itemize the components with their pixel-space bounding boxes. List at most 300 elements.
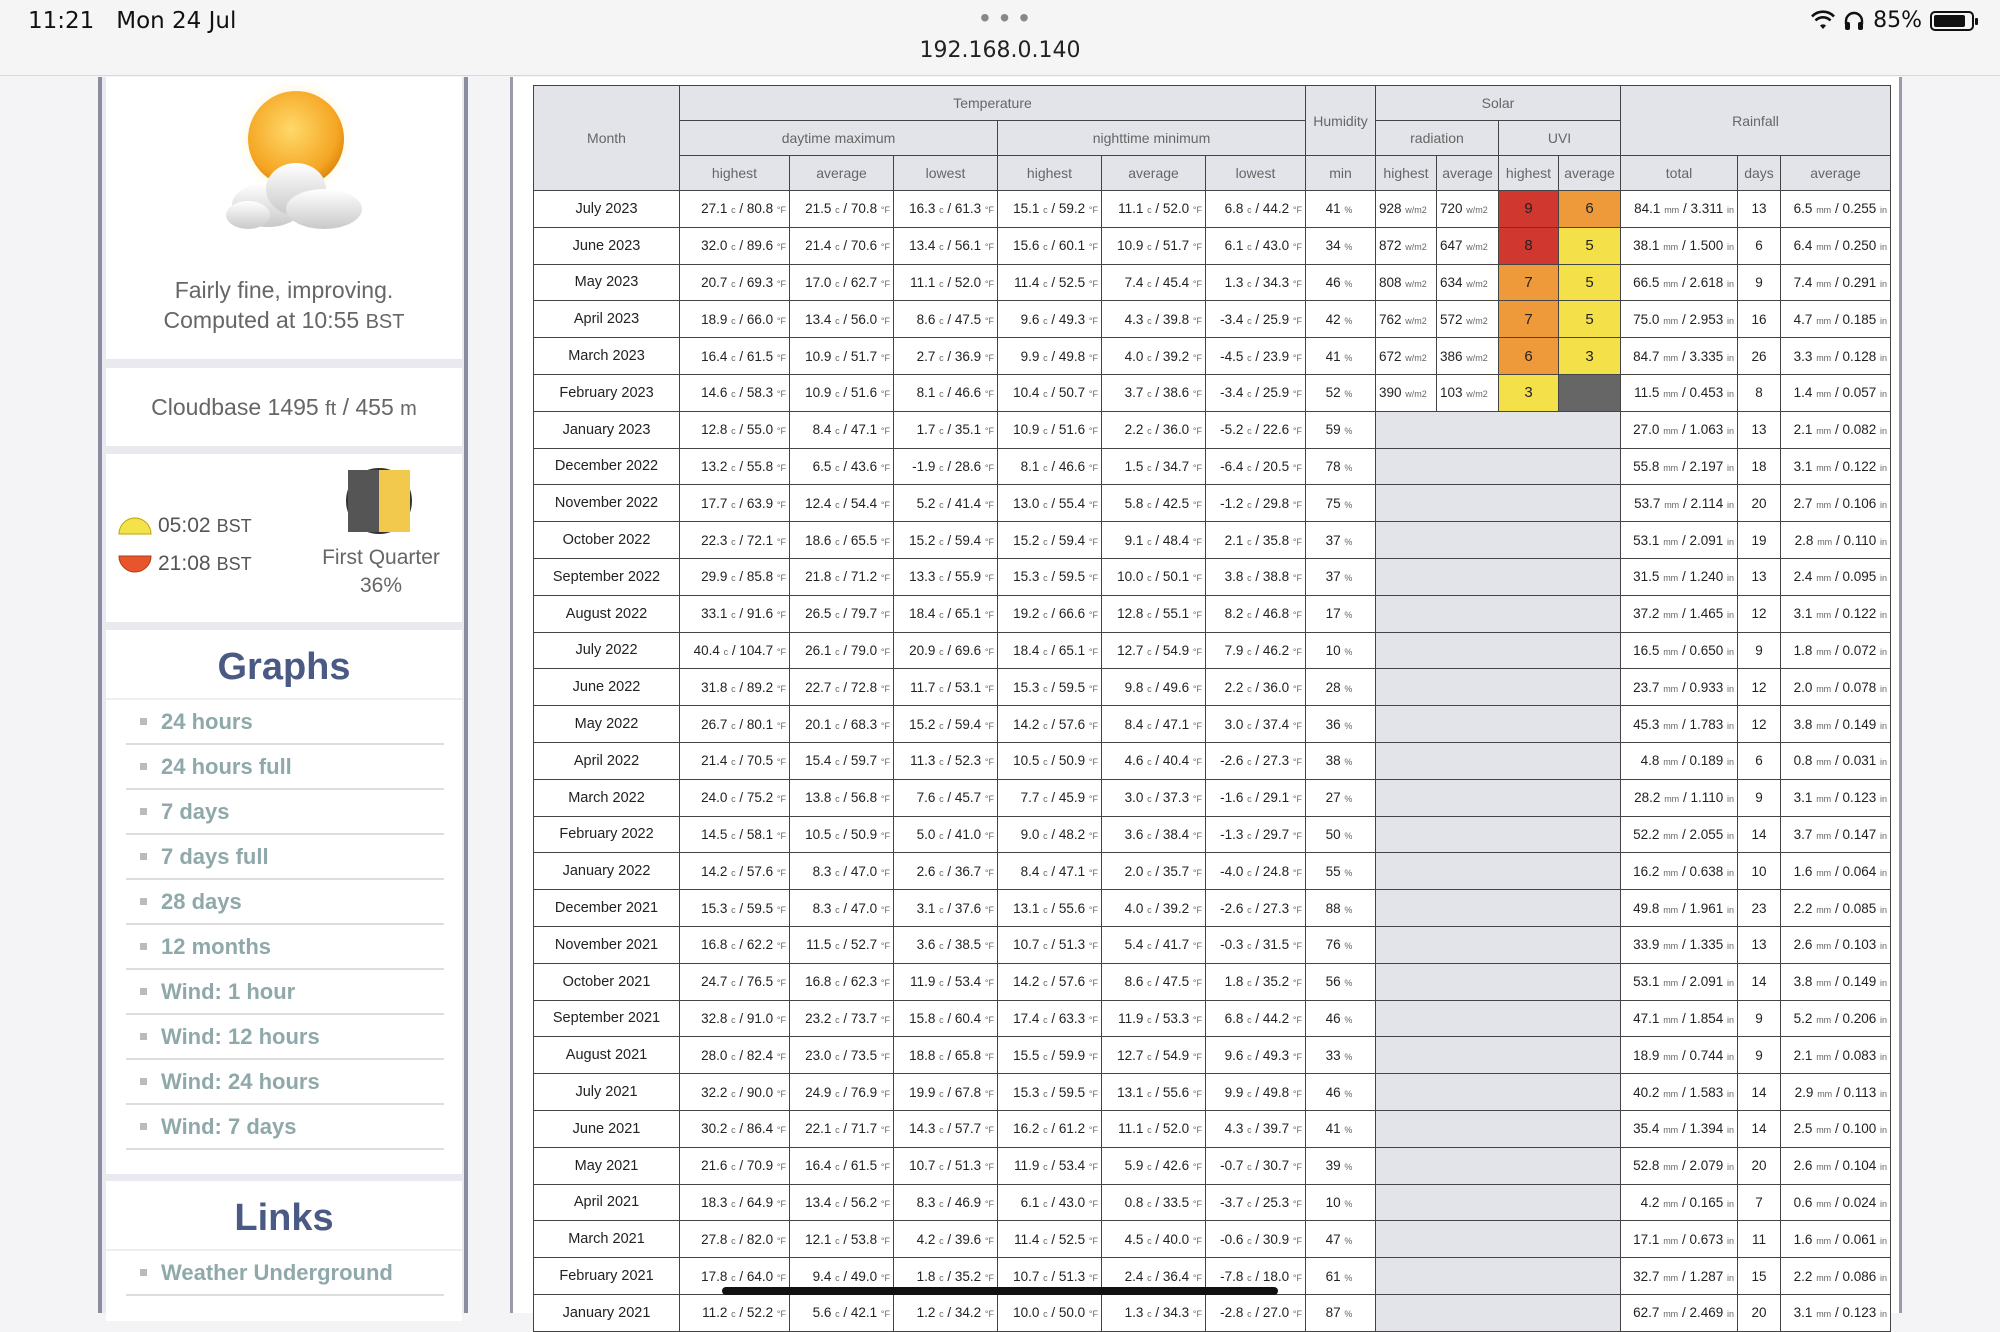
unit-label: %: [1344, 904, 1353, 915]
unit-label: °F: [1088, 830, 1098, 841]
unit-label: °F: [1192, 1014, 1202, 1025]
rain-average-cell: 3.8 mm / 0.149 in: [1781, 963, 1891, 1000]
day-average-cell: 10.9 c / 51.6 °F: [790, 374, 894, 411]
unit-label: in: [1879, 242, 1887, 253]
cloudbase-panel: [106, 368, 462, 446]
unit-label: mm: [1664, 205, 1680, 216]
night-highest-cell: 15.6 c / 60.1 °F: [998, 227, 1102, 264]
unit-label: c: [939, 1235, 944, 1246]
night-average-cell: 11.1 c / 52.0 °F: [1102, 1110, 1206, 1147]
table-row: [534, 301, 1891, 338]
unit-label: °F: [1292, 720, 1302, 731]
unit-label: mm: [1663, 1088, 1679, 1099]
unit-label: in: [1726, 610, 1734, 621]
night-average-cell: 12.7 c / 54.9 °F: [1102, 1037, 1206, 1074]
unit-label: °F: [1192, 536, 1202, 547]
day-highest-cell: 28.0 c / 82.4 °F: [680, 1037, 790, 1074]
day-average-cell: 16.4 c / 61.5 °F: [790, 1147, 894, 1184]
unit-label: °F: [1292, 978, 1302, 989]
graph-link[interactable]: [126, 790, 444, 835]
unit-label: mm: [1663, 941, 1679, 952]
unit-label: c: [835, 867, 840, 878]
unit-label: c: [731, 499, 736, 510]
unit-label: mm: [1816, 683, 1832, 694]
rain-days-cell: 9: [1738, 1000, 1781, 1037]
graph-link[interactable]: [126, 835, 444, 880]
unit-label: c: [1043, 205, 1048, 216]
unit-label: °F: [776, 389, 786, 400]
rain-average-cell: 3.7 mm / 0.147 in: [1781, 816, 1891, 853]
unit-label: in: [1879, 1051, 1887, 1062]
rain-average-cell: 6.4 mm / 0.250 in: [1781, 227, 1891, 264]
graph-link[interactable]: [126, 745, 444, 790]
unit-label: in: [1726, 426, 1734, 437]
uvi-average-cell: [1559, 374, 1621, 411]
unit-label: °F: [1192, 978, 1202, 989]
bullet-icon: [140, 988, 147, 995]
unit-label: °F: [984, 426, 994, 437]
sunrise-tz: BST: [216, 515, 252, 536]
humidity-cell: 38 %: [1306, 742, 1376, 779]
month-cell: March 2021: [534, 1221, 680, 1258]
unit-label: °F: [984, 794, 994, 805]
rain-average-cell: 1.8 mm / 0.072 in: [1781, 632, 1891, 669]
unit-label: c: [731, 978, 736, 989]
unit-label: c: [1147, 830, 1152, 841]
unit-label: °F: [1292, 646, 1302, 657]
night-average-cell: 10.0 c / 50.1 °F: [1102, 558, 1206, 595]
rain-days-cell: 9: [1738, 264, 1781, 301]
month-cell: May 2022: [534, 706, 680, 743]
rain-average-cell: 3.1 mm / 0.122 in: [1781, 595, 1891, 632]
unit-label: c: [835, 536, 840, 547]
unit-label: c: [835, 1272, 840, 1283]
unit-label: °F: [880, 941, 890, 952]
day-average-cell: 20.1 c / 68.3 °F: [790, 706, 894, 743]
bullet-icon: [140, 898, 147, 905]
unit-label: °F: [1088, 904, 1098, 915]
solar-empty-cell: [1376, 1110, 1621, 1147]
unit-label: c: [1043, 1162, 1048, 1173]
home-indicator[interactable]: [722, 1287, 1278, 1295]
day-lowest-cell: 8.6 c / 47.5 °F: [894, 301, 998, 338]
unit-label: mm: [1663, 720, 1679, 731]
graph-link-label: 24 hours full: [161, 753, 292, 779]
unit-label: °F: [984, 242, 994, 253]
unit-label: °F: [776, 646, 786, 657]
day-highest-cell: 32.2 c / 90.0 °F: [680, 1074, 790, 1111]
rain-total-cell: 32.7 mm / 1.287 in: [1621, 1258, 1738, 1295]
unit-label: in: [1879, 1125, 1887, 1136]
day-highest-cell: 14.2 c / 57.6 °F: [680, 853, 790, 890]
day-lowest-cell: 5.2 c / 41.4 °F: [894, 485, 998, 522]
unit-label: w/m2: [1405, 242, 1427, 253]
unit-label: c: [1147, 573, 1152, 584]
day-average-cell: 6.5 c / 43.6 °F: [790, 448, 894, 485]
unit-label: in: [1726, 646, 1734, 657]
unit-label: c: [1247, 1235, 1252, 1246]
unit-label: °F: [1192, 757, 1202, 768]
unit-label: in: [1726, 1125, 1734, 1136]
day-average-cell: 21.4 c / 70.6 °F: [790, 227, 894, 264]
graph-link[interactable]: [126, 880, 444, 925]
links-list: [106, 1251, 462, 1296]
unit-label: w/m2: [1405, 205, 1427, 216]
unit-label: °F: [1088, 426, 1098, 437]
battery-percent: 85%: [1873, 8, 1922, 33]
rain-days-cell: 13: [1738, 191, 1781, 228]
day-highest-cell: 24.7 c / 76.5 °F: [680, 963, 790, 1000]
day-highest-cell: 18.3 c / 64.9 °F: [680, 1184, 790, 1221]
humidity-cell: 46 %: [1306, 1074, 1376, 1111]
graph-link[interactable]: [126, 700, 444, 745]
unit-label: c: [1147, 646, 1152, 657]
unit-label: c: [1147, 499, 1152, 510]
solar-empty-cell: [1376, 779, 1621, 816]
unit-label: c: [731, 830, 736, 841]
unit-label: °F: [984, 205, 994, 216]
unit-label: °F: [880, 205, 890, 216]
unit-label: %: [1344, 794, 1353, 805]
unit-label: c: [835, 904, 840, 915]
unit-label: %: [1344, 1162, 1353, 1173]
unit-label: °F: [880, 978, 890, 989]
unit-label: °F: [1292, 205, 1302, 216]
unit-label: c: [939, 573, 944, 584]
unit-label: c: [835, 278, 840, 289]
rain-total-cell: 47.1 mm / 1.854 in: [1621, 1000, 1738, 1037]
unit-label: °F: [1192, 830, 1202, 841]
table-row: [534, 1147, 1891, 1184]
day-lowest-cell: 18.8 c / 65.8 °F: [894, 1037, 998, 1074]
day-highest-cell: 16.8 c / 62.2 °F: [680, 926, 790, 963]
table-row: [534, 669, 1891, 706]
night-average-cell: 7.4 c / 45.4 °F: [1102, 264, 1206, 301]
unit-label: °F: [776, 1162, 786, 1173]
battery-icon: [1930, 11, 1974, 31]
unit-label: °F: [1192, 426, 1202, 437]
unit-label: c: [731, 720, 736, 731]
humidity-cell: 39 %: [1306, 1147, 1376, 1184]
unit-label: c: [1043, 904, 1048, 915]
rain-total-cell: 84.7 mm / 3.335 in: [1621, 338, 1738, 375]
unit-label: °F: [984, 610, 994, 621]
night-lowest-cell: -1.6 c / 29.1 °F: [1206, 779, 1306, 816]
unit-label: °F: [880, 867, 890, 878]
unit-label: °F: [880, 1198, 890, 1209]
unit-label: °F: [1088, 1162, 1098, 1173]
bullet-icon: [140, 718, 147, 725]
solar-empty-cell: [1376, 1184, 1621, 1221]
unit-label: %: [1344, 646, 1353, 657]
unit-label: °F: [880, 904, 890, 915]
night-highest-cell: 15.2 c / 59.4 °F: [998, 522, 1102, 559]
rain-days-cell: 7: [1738, 1184, 1781, 1221]
unit-label: in: [1726, 278, 1734, 289]
month-cell: November 2022: [534, 485, 680, 522]
sunrise-time: 05:02: [158, 514, 211, 537]
uvi-highest-cell: 6: [1499, 338, 1559, 375]
table-row: [534, 890, 1891, 927]
graph-link-label: 12 months: [161, 933, 272, 959]
night-lowest-cell: 1.3 c / 34.3 °F: [1206, 264, 1306, 301]
unit-label: °F: [984, 278, 994, 289]
links-heading: Links: [106, 1181, 462, 1251]
unit-label: mm: [1816, 499, 1832, 510]
rain-total-cell: 18.9 mm / 0.744 in: [1621, 1037, 1738, 1074]
unit-label: °F: [1088, 278, 1098, 289]
unit-label: °F: [1292, 1162, 1302, 1173]
unit-label: °F: [776, 1272, 786, 1283]
unit-label: c: [939, 794, 944, 805]
radiation-average-cell: 647 w/m2: [1437, 227, 1499, 264]
graph-link-label: Wind: 7 days: [161, 1113, 297, 1139]
rain-total-cell: 52.2 mm / 2.055 in: [1621, 816, 1738, 853]
day-highest-cell: 26.7 c / 80.1 °F: [680, 706, 790, 743]
day-highest-cell: 21.4 c / 70.5 °F: [680, 742, 790, 779]
day-highest-cell: 18.9 c / 66.0 °F: [680, 301, 790, 338]
unit-label: c: [1147, 610, 1152, 621]
unit-label: w/m2: [1466, 315, 1488, 326]
day-average-cell: 13.4 c / 56.2 °F: [790, 1184, 894, 1221]
forecast-summary: Fairly fine, improving.: [174, 277, 394, 303]
night-highest-cell: 8.1 c / 46.6 °F: [998, 448, 1102, 485]
rain-average-cell: 2.1 mm / 0.082 in: [1781, 411, 1891, 448]
unit-label: mm: [1663, 573, 1679, 584]
unit-label: c: [731, 462, 736, 473]
unit-label: c: [1043, 1051, 1048, 1062]
day-average-cell: 12.4 c / 54.4 °F: [790, 485, 894, 522]
graph-link[interactable]: [126, 1015, 444, 1060]
rain-days-cell: 15: [1738, 1258, 1781, 1295]
graph-link-label: Wind: 24 hours: [161, 1068, 320, 1094]
table-row: [534, 264, 1891, 301]
unit-label: c: [1247, 683, 1252, 694]
unit-label: °F: [776, 278, 786, 289]
rain-days-cell: 20: [1738, 1294, 1781, 1331]
unit-label: c: [1247, 278, 1252, 289]
unit-label: in: [1726, 462, 1734, 473]
bullet-icon: [140, 853, 147, 860]
unit-label: mm: [1663, 978, 1679, 989]
unit-label: °F: [880, 1235, 890, 1246]
graph-link[interactable]: [126, 925, 444, 970]
unit-label: in: [1726, 867, 1734, 878]
unit-label: in: [1726, 242, 1734, 253]
rain-days-cell: 11: [1738, 1221, 1781, 1258]
unit-label: c: [835, 389, 840, 400]
rain-days-cell: 13: [1738, 411, 1781, 448]
unit-label: c: [939, 904, 944, 915]
month-cell: April 2023: [534, 301, 680, 338]
bullet-icon: [140, 1033, 147, 1040]
day-highest-cell: 17.8 c / 64.0 °F: [680, 1258, 790, 1295]
rain-total-cell: 84.1 mm / 3.311 in: [1621, 191, 1738, 228]
day-average-cell: 16.8 c / 62.3 °F: [790, 963, 894, 1000]
unit-label: in: [1879, 683, 1887, 694]
rain-days-cell: 9: [1738, 779, 1781, 816]
unit-label: c: [1247, 794, 1252, 805]
table-row: [534, 926, 1891, 963]
night-average-cell: 5.4 c / 41.7 °F: [1102, 926, 1206, 963]
humidity-cell: 34 %: [1306, 227, 1376, 264]
unit-label: c: [1247, 610, 1252, 621]
unit-label: c: [835, 830, 840, 841]
rain-average-header: average: [1781, 156, 1891, 191]
unit-label: mm: [1816, 352, 1832, 363]
unit-label: °F: [880, 1088, 890, 1099]
rain-average-cell: 2.6 mm / 0.104 in: [1781, 1147, 1891, 1184]
graph-link-label: 24 hours: [161, 708, 253, 734]
unit-label: %: [1344, 610, 1353, 621]
month-cell: April 2021: [534, 1184, 680, 1221]
unit-label: c: [1247, 646, 1252, 657]
computed-time: [106, 305, 462, 337]
uvi-average-cell: 5: [1559, 301, 1621, 338]
night-lowest-cell: -0.3 c / 31.5 °F: [1206, 926, 1306, 963]
unit-label: c: [939, 1014, 944, 1025]
unit-label: °F: [1292, 499, 1302, 510]
day-average-cell: 18.6 c / 65.5 °F: [790, 522, 894, 559]
rain-total-cell: 40.2 mm / 1.583 in: [1621, 1074, 1738, 1111]
unit-label: °F: [776, 573, 786, 584]
unit-label: %: [1344, 978, 1353, 989]
day-highest-cell: 11.2 c / 52.2 °F: [680, 1294, 790, 1331]
unit-label: °F: [1292, 278, 1302, 289]
unit-label: %: [1344, 1235, 1353, 1246]
unit-label: mm: [1816, 646, 1832, 657]
unit-label: c: [1043, 499, 1048, 510]
month-cell: February 2022: [534, 816, 680, 853]
unit-label: in: [1879, 1162, 1887, 1173]
address-bar[interactable]: 192.168.0.140: [919, 38, 1081, 63]
night-highest-cell: 7.7 c / 45.9 °F: [998, 779, 1102, 816]
day-lowest-cell: 15.8 c / 60.4 °F: [894, 1000, 998, 1037]
unit-label: mm: [1663, 830, 1679, 841]
unit-label: in: [1726, 720, 1734, 731]
night-average-cell: 8.6 c / 47.5 °F: [1102, 963, 1206, 1000]
unit-label: °F: [1088, 757, 1098, 768]
unit-label: in: [1879, 720, 1887, 731]
table-row: [534, 1110, 1891, 1147]
day-lowest-cell: 11.1 c / 52.0 °F: [894, 264, 998, 301]
unit-label: in: [1879, 278, 1887, 289]
unit-label: c: [1043, 867, 1048, 878]
unit-label: °F: [1088, 1014, 1098, 1025]
unit-label: in: [1879, 573, 1887, 584]
unit-label: °F: [1292, 904, 1302, 915]
unit-label: c: [1043, 1198, 1048, 1209]
unit-label: in: [1879, 830, 1887, 841]
unit-label: mm: [1664, 499, 1680, 510]
unit-label: °F: [1088, 683, 1098, 694]
graph-link[interactable]: [126, 1105, 444, 1150]
unit-label: °F: [776, 1051, 786, 1062]
night-highest-cell: 19.2 c / 66.6 °F: [998, 595, 1102, 632]
graph-link[interactable]: [126, 1060, 444, 1105]
unit-label: °F: [984, 904, 994, 915]
rain-average-cell: 3.3 mm / 0.128 in: [1781, 338, 1891, 375]
month-cell: June 2021: [534, 1110, 680, 1147]
unit-label: in: [1726, 536, 1734, 547]
unit-label: mm: [1817, 1088, 1833, 1099]
unit-label: c: [939, 499, 944, 510]
unit-label: °F: [776, 426, 786, 437]
more-dots-icon[interactable]: • • •: [980, 2, 1030, 33]
unit-label: °F: [1192, 1272, 1202, 1283]
night-lowest-cell: 3.8 c / 38.8 °F: [1206, 558, 1306, 595]
day-average-cell: 17.0 c / 62.7 °F: [790, 264, 894, 301]
unit-label: mm: [1817, 536, 1833, 547]
unit-label: c: [939, 830, 944, 841]
month-cell: January 2023: [534, 411, 680, 448]
unit-label: c: [835, 499, 840, 510]
unit-label: in: [1726, 757, 1734, 768]
unit-label: c: [1043, 610, 1048, 621]
unit-label: °F: [880, 683, 890, 694]
night-average-cell: 3.6 c / 38.4 °F: [1102, 816, 1206, 853]
unit-label: °F: [880, 1014, 890, 1025]
day-average-cell: 12.1 c / 53.8 °F: [790, 1221, 894, 1258]
night-highest-cell: 15.3 c / 59.5 °F: [998, 558, 1102, 595]
unit-label: in: [1726, 389, 1734, 400]
night-lowest-cell: 4.3 c / 39.7 °F: [1206, 1110, 1306, 1147]
unit-label: c: [939, 1125, 944, 1136]
status-bar: [0, 0, 2000, 76]
status-time-date: [28, 8, 236, 34]
radiation-highest-cell: 808 w/m2: [1376, 264, 1437, 301]
unit-label: °F: [1292, 683, 1302, 694]
day-average-cell: 8.3 c / 47.0 °F: [790, 890, 894, 927]
unit-label: °F: [984, 315, 994, 326]
night-lowest-cell: 8.2 c / 46.8 °F: [1206, 595, 1306, 632]
unit-label: c: [1147, 794, 1152, 805]
table-row: [534, 816, 1891, 853]
night-lowest-cell: -2.6 c / 27.3 °F: [1206, 742, 1306, 779]
unit-label: in: [1726, 352, 1734, 363]
status-time: 11:21: [28, 8, 95, 34]
unit-label: c: [1043, 315, 1048, 326]
moon-phase-text: [291, 544, 471, 600]
unit-label: c: [1043, 1235, 1048, 1246]
day-lowest-cell: 20.9 c / 69.6 °F: [894, 632, 998, 669]
external-link[interactable]: [126, 1251, 444, 1296]
rain-average-cell: 2.4 mm / 0.095 in: [1781, 558, 1891, 595]
unit-label: c: [939, 426, 944, 437]
unit-label: °F: [880, 536, 890, 547]
bullet-icon: [140, 1078, 147, 1085]
night-highest-header: highest: [998, 156, 1102, 191]
day-lowest-cell: 8.1 c / 46.6 °F: [894, 374, 998, 411]
unit-label: c: [939, 1162, 944, 1173]
unit-label: c: [1147, 978, 1152, 989]
rain-total-cell: 75.0 mm / 2.953 in: [1621, 301, 1738, 338]
unit-label: %: [1344, 1088, 1353, 1099]
computed-tz: BST: [365, 311, 405, 333]
night-average-cell: 5.9 c / 42.6 °F: [1102, 1147, 1206, 1184]
table-row: [534, 963, 1891, 1000]
unit-label: c: [731, 352, 736, 363]
unit-label: in: [1726, 499, 1734, 510]
unit-label: in: [1879, 610, 1887, 621]
unit-label: °F: [880, 830, 890, 841]
unit-label: °F: [1192, 867, 1202, 878]
sidebar: [98, 77, 468, 1313]
graph-link[interactable]: [126, 970, 444, 1015]
humidity-cell: 87 %: [1306, 1294, 1376, 1331]
solar-empty-cell: [1376, 1000, 1621, 1037]
unit-label: mm: [1663, 352, 1679, 363]
